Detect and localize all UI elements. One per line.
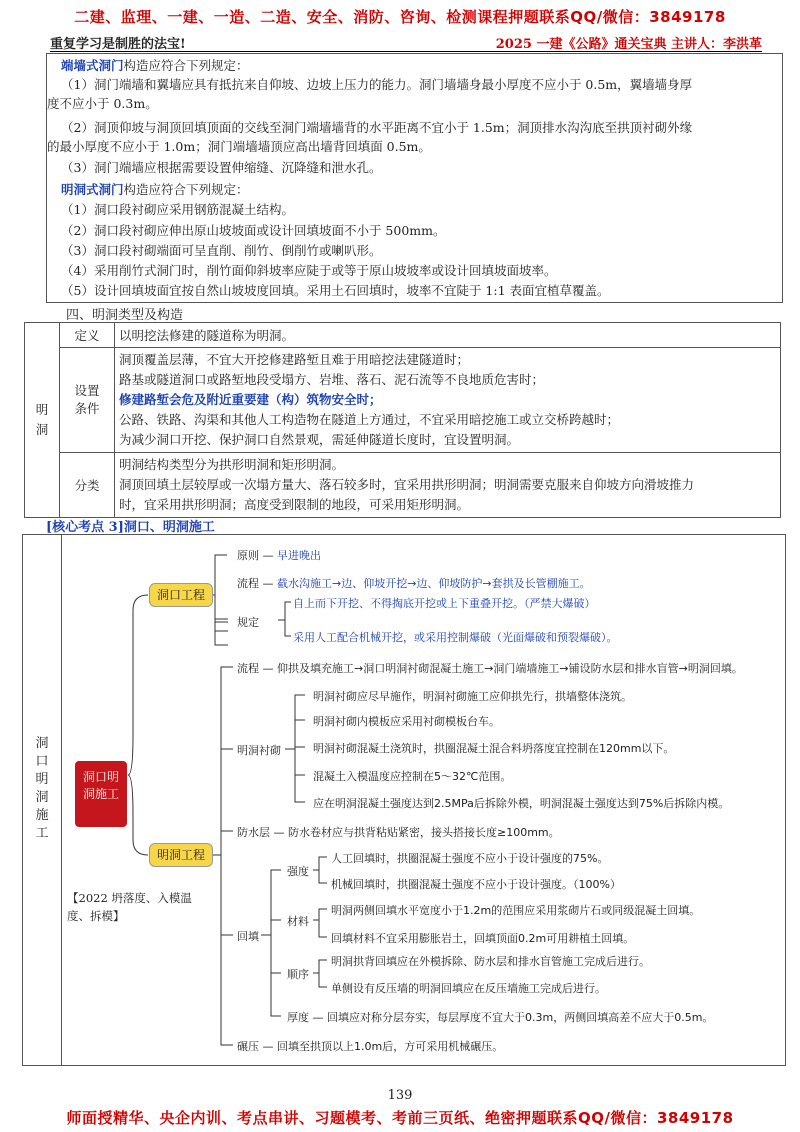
open-cut-rule-1: （1）洞口段衬砌应采用钢筋混凝土结构。 (61, 202, 294, 217)
header-book-title: 2025 一建《公路》通关宝典 主讲人：李洪革 (495, 37, 762, 52)
definition-text: 以明挖法修建的隧道称为明洞。 (115, 323, 781, 348)
end-wall-rule-1b: 度不应小于 0.3m。 (47, 96, 158, 111)
promo-banner-bottom: 师面授精华、央企内训、考点串讲、习题模考、考前三页纸、绝密押题联系QQ/微信：3849178 (66, 1109, 734, 1127)
mindmap-side-label: 洞口明洞施工 (35, 736, 49, 841)
list-item: 明洞结构类型分为拱形明洞和矩形明洞。 (119, 457, 345, 472)
material-item-2: 回填材料不宜采用膨胀岩土，回填顶面0.2m可用耕植土回填。 (331, 932, 635, 945)
lining-item-3: 明洞衬砌混凝土浇筑时，拱圈混凝土混合料坍落度宜控制在120mm以下。 (313, 742, 675, 755)
strength-item-1: 人工回填时，拱圈混凝土强度不应小于设计强度的75%。 (331, 852, 609, 865)
backfill-sequence: 顺序 (287, 968, 309, 981)
node-open-cut-works: 明洞工程 (149, 843, 213, 867)
end-wall-rule-2b: 的最小厚度不应小于 1.0m；洞门端墙墙顶应高出墙背回填面 0.5m。 (47, 139, 431, 154)
table-side-label: 明洞 (25, 323, 60, 518)
lining-item-1: 明洞衬砌应尽早施作，明洞衬砌施工应仰拱先行，拱墙整体浇筑。 (313, 690, 632, 703)
page-header (50, 33, 762, 52)
list-item: 洞顶回填土层较厚或一次塌方量大、落石较多时，宜采用拱形明洞；明洞需要克服来自仰坡方向滑坡推力 (119, 477, 695, 492)
open-cut-portal-title: 明洞式洞门构造应符合下列规定： (61, 182, 249, 197)
node-portal-works: 洞口工程 (149, 583, 213, 607)
open-cut-rule-4: （4）采用削竹式洞门时，削竹面仰斜坡率应陡于或等于原山坡坡率或设计回填坡面坡率。 (61, 263, 557, 278)
end-wall-rule-1: （1）洞门端墙和翼墙应具有抵抗来自仰坡、边坡上压力的能力。洞门墙墙身最小厚度不应小于 0.5m，翼墙墙身厚 (61, 77, 693, 92)
lining-item-2: 明洞衬砌内模板应采用衬砌模板台车。 (313, 715, 500, 728)
regulation-item-1: 自上而下开挖、不得掏底开挖或上下重叠开挖。（严禁大爆破） (293, 597, 596, 610)
lining-item-5: 应在明洞混凝土强度达到2.5MPa后拆除外模，明洞混凝土强度达到75%后拆除内模。 (313, 797, 730, 810)
branch-process-1: 流程 — 截水沟施工→边、仰坡开挖→边、仰坡防护→套拱及长管棚施工。 (237, 577, 591, 590)
construction-mindmap (22, 534, 786, 1066)
branch-rolling: 碾压 — 回填至拱顶以上1.0m后，方可采用机械碾压。 (237, 1040, 504, 1053)
backfill-thickness: 厚度 — 回填应对称分层夯实，每层厚度不宜大于0.3m，两侧回填高差不应大于0.5m。 (287, 1011, 714, 1024)
page-number: 139 (387, 1088, 413, 1103)
classification-list (115, 453, 781, 518)
branch-regulation: 规定 (237, 616, 259, 629)
material-item-1: 明洞两侧回填水平宽度小于1.2m的范围应采用浆砌片石或同级混凝土回填。 (331, 904, 701, 917)
regulation-item-2: 采用人工配合机械开挖，或采用控制爆破（光面爆破和预裂爆破）。 (293, 631, 618, 644)
backfill-material: 材料 (287, 915, 309, 928)
open-cut-rule-2: （2）洞口段衬砌应伸出原山坡坡面或设计回填坡面不小于 500mm。 (61, 223, 446, 238)
list-item: 为减少洞口开挖、保护洞口自然景观，需延伸隧道长度时，宜设置明洞。 (119, 432, 520, 447)
list-item: 公路、铁路、沟渠和其他人工构造物在隧道上方通过，不宜采用暗挖施工或立交桥跨越时； (119, 412, 620, 427)
open-cut-tunnel-table (24, 322, 781, 518)
portal-rules-block (46, 53, 783, 303)
end-wall-rule-3: （3）洞门端墙应根据需要设置伸缩缝、沉降缝和泄水孔。 (61, 160, 382, 175)
open-cut-rule-5: （5）设计回填坡面宜按自然山坡坡度回填。采用土石回填时，坡率不宜陡于 1:1 表面宜植草覆盖。 (61, 283, 610, 298)
setting-conditions-list (115, 348, 781, 453)
branch-process-2: 流程 — 仰拱及填充施工→洞口明洞衬砌混凝土施工→洞门端墙施工→铺设防水层和排水盲管→明洞回填。 (237, 662, 743, 675)
classification-label: 分类 (60, 453, 115, 518)
list-item: 修建路堑会危及附近重要建（构）筑物安全时； (119, 392, 382, 407)
lining-item-4: 混凝土入模温度应控制在5～32℃范围。 (313, 770, 512, 783)
branch-waterproof: 防水层 — 防水卷材应与拱背粘贴紧密，接头搭接长度≥100mm。 (237, 826, 560, 839)
section-title: 四、明洞类型及构造 (66, 308, 184, 323)
list-item: 洞顶覆盖层薄，不宜大开挖修建路堑且难于用暗挖法建隧道时； (119, 352, 470, 367)
setting-conditions-label: 设置条件 (60, 348, 115, 453)
header-motto: 重复学习是制胜的法宝! (50, 37, 186, 52)
list-item: 时，宜采用拱形明洞；高度受到限制的地段，可采用矩形明洞。 (119, 497, 470, 512)
branch-backfill: 回填 (237, 930, 259, 943)
sequence-item-2: 单侧设有反压墙的明洞回填应在反压墙施工完成后进行。 (331, 982, 606, 995)
backfill-strength: 强度 (287, 865, 309, 878)
promo-banner-top: 二建、监理、一建、一造、二造、安全、消防、咨询、检测课程押题联系QQ/微信：3849178 (74, 8, 726, 26)
mindmap-root: 洞口明洞施工 (75, 761, 127, 827)
strength-item-2: 机械回填时，拱圈混凝土强度不应小于设计强度。（100%） (331, 878, 621, 891)
end-wall-title: 端墙式洞门构造应符合下列规定： (61, 58, 249, 73)
list-item: 路基或隧道洞口或路堑地段受塌方、岩堆、落石、泥石流等不良地质危害时； (119, 372, 545, 387)
exam-note: 【2022 坍落度、入模温度、拆模】 (67, 891, 192, 923)
end-wall-rule-2: （2）洞顶仰坡与洞顶回填顶面的交线至洞门端墙墙背的水平距离不宜小于 1.5m；洞顶排水沟沟底至拱顶衬砌外缘 (61, 120, 693, 135)
branch-principle: 原则 — 早进晚出 (237, 549, 321, 562)
sequence-item-1: 明洞拱背回填应在外模拆除、防水层和排水盲管施工完成后进行。 (331, 955, 650, 968)
branch-lining: 明洞衬砌 (237, 744, 281, 757)
definition-label: 定义 (60, 323, 115, 348)
key-point-title: [核心考点 3]洞口、明洞施工 (46, 520, 215, 535)
open-cut-rule-3: （3）洞口段衬砌端面可呈直削、削竹、倒削竹或喇叭形。 (61, 243, 382, 258)
